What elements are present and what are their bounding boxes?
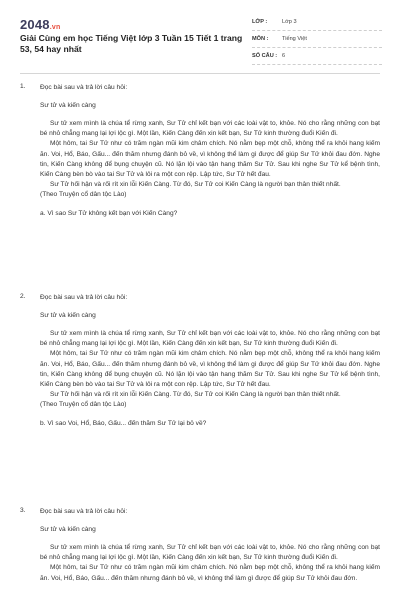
question-prompt: Đọc bài sau và trả lời câu hỏi: bbox=[40, 294, 128, 301]
story-title: Sư tử và kiến càng bbox=[40, 102, 96, 109]
header-divider bbox=[20, 73, 380, 74]
meta-label: MÔN : bbox=[252, 36, 269, 42]
story-paragraph: Sư tử xem mình là chúa tể rừng xanh, Sư Tử chỉ kết bạn với các loài vật to, khỏe. Nó cho rằng những con bạt bé nhỏ chẳng mang lại lợi lộc gì. Một lần, Kiến Càng đến xin kết bạn, Sư Tử kinh thường đuổi Kiến đi. bbox=[40, 330, 380, 348]
story-paragraph: Một hôm, tai Sư Tử như có trăm ngàn mũi kim châm chích. Nó nằm bẹp một chỗ, không thể ra khỏi hang kiếm ăn. Voi, Hổ, Báo, Gấu... đến thăm nhưng đánh bỏ về, vì không thể làm gì được để giúp Sư Tử khỏi đau đớn. Nghe tin, Kiến Càng không để bụng chuyện cũ. Nó lặn lội vào tận hang thăm Sư Tử. Sau khi nghe Sư Tử kể bệnh tình, Kiến Càng bèn bò vào tai Sư Tử và lôi ra một con rệp. Lập tức, Sư Tử hết đau. bbox=[40, 140, 380, 179]
site-logo[interactable] bbox=[20, 17, 60, 32]
meta-value: Lớp 3 bbox=[282, 19, 297, 25]
story-text bbox=[40, 119, 380, 201]
meta-value: 6 bbox=[282, 53, 286, 59]
question-number: 3. bbox=[20, 507, 26, 514]
document-title: Giải Cùng em học Tiếng Việt lớp 3 Tuần 15 Tiết 1 trang 53, 54 hay nhất bbox=[20, 33, 243, 54]
meta-label: SỐ CÂU : bbox=[252, 53, 278, 59]
page-header bbox=[0, 0, 400, 70]
story-text bbox=[40, 543, 380, 584]
story-source: (Theo Truyện cổ dân tộc Lào) bbox=[40, 401, 127, 409]
question-body bbox=[40, 293, 380, 429]
story-paragraph: Một hôm, tai Sư Tử như có trăm ngàn mũi kim châm chích. Nó nằm bẹp một chỗ, không thể ra khỏi hang kiếm ăn. Voi, Hổ, Báo, Gấu... đến thăm nhưng đánh bỏ về, vì không thể làm gì được để giúp Sư Tử khỏi đau đớn. bbox=[40, 564, 380, 582]
question-body bbox=[40, 83, 380, 219]
logo-suffix: .vn bbox=[49, 24, 61, 31]
question-ask: b. Vì sao Voi, Hổ, Báo, Gấu... đến thăm Sư Tử lại bỏ về? bbox=[40, 419, 207, 427]
story-title: Sư tử và kiến càng bbox=[40, 312, 96, 319]
question-prompt: Đọc bài sau và trả lời câu hỏi: bbox=[40, 508, 128, 515]
story-paragraph: Sư tử xem mình là chúa tể rừng xanh, Sư Tử chỉ kết bạn với các loài vật to, khỏe. Nó cho rằng những con bạt bé nhỏ chẳng mang lại lợi lộc gì. Một lần, Kiến Càng đến xin kết bạn, Sư Tử kinh thường đuổi Kiến đi. bbox=[40, 544, 380, 562]
meta-row-grade bbox=[252, 14, 382, 31]
story-paragraph: Một hôm, tai Sư Tử như có trăm ngàn mũi kim châm chích. Nó nằm bẹp một chỗ, không thể ra khỏi hang kiếm ăn. Voi, Hổ, Báo, Gấu... đến thăm nhưng đánh bỏ về, vì không thể làm gì được để giúp Sư Tử khỏi đau đớn. Nghe tin, Kiến Càng không để bụng chuyện cũ. Nó lặn lội vào tận hang thăm Sư Tử. Sau khi nghe Sư Tử kể bệnh tình, Kiến Càng bèn bò vào tai Sư Tử và lôi ra một con rệp. Lập tức, Sư Tử hết đau. bbox=[40, 350, 380, 389]
story-paragraph: Sư Tử hối hận và rối rít xin lỗi Kiến Càng. Từ đó, Sư Tử coi Kiến Càng là người bạn thân thiết nhất. bbox=[50, 391, 341, 399]
story-paragraph: Sư tử xem mình là chúa tể rừng xanh, Sư Tử chỉ kết bạn với các loài vật to, khỏe. Nó cho rằng những con bạt bé nhỏ chẳng mang lại lợi lộc gì. Một lần, Kiến Càng đến xin kết bạn, Sư Tử kinh thường đuổi Kiến đi. bbox=[40, 120, 380, 138]
story-text bbox=[40, 329, 380, 411]
question-body bbox=[40, 507, 380, 584]
meta-label: LỚP : bbox=[252, 19, 268, 25]
meta-value: Tiếng Việt bbox=[282, 36, 307, 42]
question-number: 1. bbox=[20, 83, 26, 90]
question-prompt: Đọc bài sau và trả lời câu hỏi: bbox=[40, 84, 128, 91]
meta-row-question-count bbox=[252, 48, 382, 65]
meta-row-subject bbox=[252, 31, 382, 48]
question-number: 2. bbox=[20, 293, 26, 300]
story-title: Sư tử và kiến càng bbox=[40, 526, 96, 533]
story-paragraph: Sư Tử hối hận và rối rít xin lỗi Kiến Càng. Từ đó, Sư Tử coi Kiến Càng là người bạn thân thiết nhất. bbox=[50, 181, 341, 189]
question-ask: a. Vì sao Sư Tử không kết bạn với Kiến Càng? bbox=[40, 209, 178, 217]
logo-number: 2048 bbox=[20, 17, 50, 32]
story-source: (Theo Truyện cổ dân tộc Lào) bbox=[40, 191, 127, 199]
meta-table bbox=[252, 14, 382, 65]
